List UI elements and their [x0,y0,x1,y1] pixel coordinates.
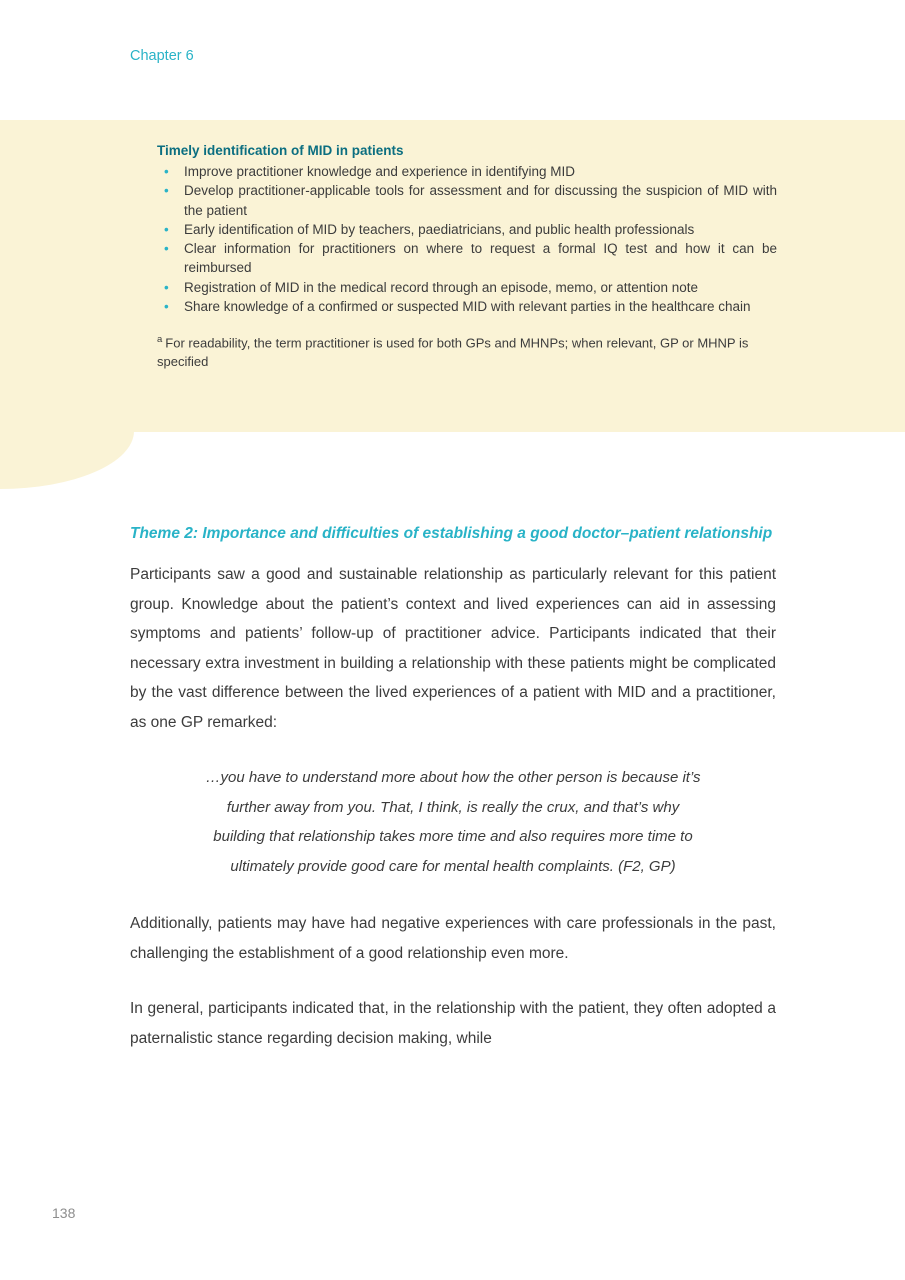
block-quote: …you have to understand more about how the other person is because it’s further away from you. That, I think, is really the crux, and that’s why building that relationship takes more time and also requires more time to ultimately provide good care for mental health complaints. (F2, GP) [205,769,701,875]
callout-bullet-text: Share knowledge of a confirmed or suspected MID with relevant parties in the healthcare chain [184,299,751,315]
callout-bullet-text: Clear information for practitioners on where to request a formal IQ test and how it can be reimbursed [184,241,777,276]
callout-bullet-list [157,162,777,316]
callout-bullet-text: Improve practitioner knowledge and experience in identifying MID [184,164,575,179]
bullet-icon: • [164,221,169,237]
callout-bullet-item [157,162,777,181]
callout-bullet-item [157,297,777,316]
body-paragraph-1: Participants saw a good and sustainable relationship as particularly relevant for this patient group. Knowledge about the patient’s context and lived experiences can aid in assessing symptoms and patients’ follow-up of practitioner advice. Participants indicated that their necessary extra investment in building a relationship with these patients might be complicated by the vast difference between the lived experiences of a patient with MID and a practitioner, as one GP remarked: [130,566,776,731]
callout-footnote [157,331,777,371]
bullet-icon: • [164,279,169,295]
callout-bullet-item [157,278,777,297]
bullet-icon: • [164,241,169,257]
bullet-icon: • [164,299,169,315]
body-paragraph-3: In general, participants indicated that, in the relationship with the patient, they often adopted a paternalistic stance regarding decision making, while [130,1000,776,1047]
callout-bullet-text: Registration of MID in the medical record through an episode, memo, or attention note [184,279,699,295]
callout-box-tail-decoration [0,431,134,489]
body-paragraph-2: Additionally, patients may have had negative experiences with care professionals in the past, challenging the establishment of a good relationship even more. [130,915,776,962]
callout-bullet-text: Early identification of MID by teachers, paediatricians, and public health professionals [184,221,695,237]
chapter-label: Chapter 6 [130,48,194,64]
callout-bullet-item [157,239,777,278]
main-content [130,520,776,1079]
callout-bullet-item [157,181,777,220]
callout-box [0,120,905,432]
bullet-icon: • [164,183,169,199]
bullet-icon: • [164,164,169,179]
footnote-text: For readability, the term practitioner is used for both GPs and MHNPs; when relevant, GP or MHNP is specified [157,335,749,370]
callout-bullet-item [157,220,777,239]
footnote-marker: a [157,334,163,346]
theme-heading: Theme 2: Importance and difficulties of establishing a good doctor–patient relationship [130,525,773,542]
callout-bullet-text: Develop practitioner-applicable tools for assessment and for discussing the suspicion of MID with the patient [184,183,777,218]
page-number: 138 [52,1205,76,1221]
callout-title: Timely identification of MID in patients [157,143,404,158]
